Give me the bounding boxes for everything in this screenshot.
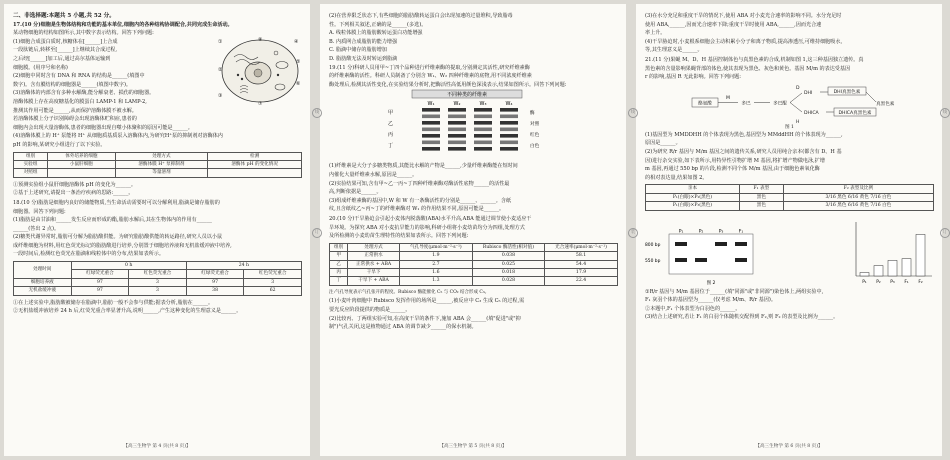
pathway-label: 多巴 bbox=[740, 101, 751, 107]
lane-label: P₂ bbox=[698, 229, 704, 235]
col-header: 红色荧光重合 bbox=[244, 270, 302, 278]
question-18-line: 一段时间后,检测红色荧光在脂滴和线粒体中的分布,结果如表所示。 bbox=[13, 251, 164, 258]
variety-label: 乙 bbox=[387, 121, 393, 128]
gel-band bbox=[474, 141, 492, 145]
binding-mark: 订 bbox=[940, 228, 950, 238]
binding-mark: 线 bbox=[628, 108, 638, 118]
table-cell: 1.3 bbox=[399, 277, 472, 285]
question-19-line: 纹,且含纸纹乙~丙~丁的纤维素酶对 W₁ 的作用结果不同,原因可能是______。 bbox=[329, 206, 505, 213]
table-header-cell: 处理方式 bbox=[115, 152, 208, 160]
question-17-line: pH 的影响,某研究小组进行了以下实验。 bbox=[13, 141, 106, 148]
table-cell: 0.038 bbox=[472, 252, 544, 260]
pathway-label: 多巴醌 bbox=[772, 101, 787, 107]
binding-mark: 订 bbox=[312, 228, 322, 238]
question-18-line: B. 内质网合成脂肪的能力增强 bbox=[329, 38, 398, 45]
gel-band bbox=[448, 134, 466, 138]
question-21-line: 黑色素的含量影响果蝇背部的体色,使其表现为黑色、灰色和黄色。基因 M/m 的表达受基因 bbox=[645, 65, 851, 72]
expression-bar-chart bbox=[844, 218, 934, 288]
question-17-line: 溶酶体膜上存在高度糖基化的膜蛋白 LAMP-1 和 LAMP-2, bbox=[13, 98, 147, 105]
gel-band bbox=[500, 115, 518, 119]
question-17-line: (1)细胞合成蛋白质时,核糖体在[______]上合成 bbox=[13, 38, 118, 45]
table-cell: P₁(白眼)×P₂(黑色) bbox=[646, 193, 740, 201]
question-20-line: 要光反应阶段提供的物质是______。 bbox=[329, 306, 411, 313]
table-row bbox=[646, 202, 934, 210]
question-19-line: 19.(11 分)科研人员用甲~丁四个品种进行纤维素酶的提取,分别测定其活性,研究纤维素酶 bbox=[329, 64, 530, 71]
table-cell: 0.025 bbox=[472, 260, 544, 268]
fluorescence-table bbox=[13, 261, 302, 296]
gel-band bbox=[675, 242, 687, 246]
question-17-line: 若溶酶体膜上分子识别障碍会出现溶酶体贮积症,患者的 bbox=[13, 116, 137, 123]
question-17-line: 细胞内会出现大量溶酶体,患者的细胞器出现自噬小体聚积的原因可能是______。 bbox=[13, 124, 193, 131]
binding-mark: 线 bbox=[312, 108, 322, 118]
table-cell: 实验组 bbox=[14, 160, 48, 168]
cross-table bbox=[645, 184, 934, 210]
question-21-line: (3)结合上述研究,若让 F₁ 的白羽个体随机交配得到 F₂,则 F₂ 的表型及比例为______。 bbox=[645, 314, 839, 321]
col-group-24h: 24 h bbox=[186, 262, 301, 270]
question-17-line: (4)溶酶体膜上的 H⁺ 泵能将 H⁺ 从细胞质基质泵入溶酶体内,为研究H⁺泵的抑制剂对溶酶体内 bbox=[13, 133, 223, 140]
table-header-cell: 组别 bbox=[14, 152, 48, 160]
question-21-tail bbox=[645, 288, 934, 322]
question-17-line: 某动物细胞的结构如图所示,其中数字表示结构。回答下列问题: bbox=[13, 30, 154, 37]
table-cell: 1.6 bbox=[399, 268, 472, 276]
animal-cell-diagram bbox=[218, 35, 302, 105]
question-21-line: 21.(11 分)果蝇 M、D、H 基因控制体色与真黑色素的合成,机制如图 1,这三种基因独立遗传。真 bbox=[645, 56, 864, 63]
table-cell: 乙 bbox=[330, 260, 348, 268]
gel-band bbox=[474, 128, 492, 132]
question-18-line: (1)脂肪是由甘油和______发生反应而形成的酯,脂肪水解后,其在生物体内的作用有______ bbox=[13, 217, 212, 224]
bar bbox=[916, 234, 925, 276]
table-cell: 3 bbox=[129, 287, 187, 295]
question-20-line: (3)在水分充足和重度干旱的情况下,使用 ABA 对小麦光合速率的影响不同。水分充足时 bbox=[645, 13, 842, 19]
question-21-line: F₁ 灰羽个体的基因型为______(仅考虑 M/m、R/r 基因)。 bbox=[645, 297, 776, 304]
question-21 bbox=[645, 56, 934, 82]
table-row bbox=[330, 260, 618, 268]
table-cell: 细胞培养液 bbox=[14, 278, 72, 286]
question-21-line: 原因是______。 bbox=[645, 140, 681, 147]
page-footer: 【高三生物学 第 5 页(共 8 页)】 bbox=[439, 444, 507, 449]
table-row bbox=[14, 287, 302, 295]
question-20-line: 20.(10 分)干旱胁迫会引起小麦体内脱落酸(ABA)水平升高,ABA 能通过调节使小麦适应干 bbox=[329, 215, 532, 222]
col-header: 红绿荧光重合 bbox=[71, 270, 129, 278]
table-cell: 甲 bbox=[330, 252, 348, 260]
bar-category-label: P₂ bbox=[876, 279, 881, 285]
table-cell: 黑色 bbox=[739, 193, 783, 201]
table-header-cell: 处理方式 bbox=[348, 243, 400, 251]
table-row bbox=[646, 193, 934, 201]
table-cell: 97 bbox=[186, 278, 244, 286]
structure-number-label: ① bbox=[218, 38, 223, 45]
question-19-line: 的纤维素酶的活性。科研人员制备了分别含 W₁、W₂ 四种纤维素的底物,用不同浓度纤维素 bbox=[329, 73, 532, 80]
gel-band bbox=[474, 134, 492, 138]
question-20-line: 等,其生理意义是______。 bbox=[645, 47, 703, 54]
table-cell: 97 bbox=[71, 287, 129, 295]
question-21-middle bbox=[645, 131, 934, 183]
question-19-line: 内催化大量纤维素水解,原因是______。 bbox=[329, 171, 418, 178]
question-20-line: 旱环境。为探究 ABA 对小麦抗旱能力的影响,科研小组将小麦幼苗均分为四组,处理方式 bbox=[329, 224, 525, 231]
table-cell: 1.9 bbox=[399, 252, 472, 260]
question-17-line: 17.(10 分)细胞是生物体结构和功能的基本单位,细胞内的各种结构协调配合,共同完成生命活动。 bbox=[13, 21, 233, 28]
table-cell: 22.4 bbox=[545, 277, 618, 285]
experiment-table-1 bbox=[13, 152, 302, 178]
table-cell: 干旱下 bbox=[348, 268, 400, 276]
gel-band bbox=[422, 147, 440, 151]
question-17-line: 细胞膜。(用序号和名称) bbox=[13, 64, 68, 71]
col-header: 红绿荧光重合 bbox=[186, 270, 244, 278]
section-title: 二、非选择题:本题共 5 小题,共 52 分。 bbox=[13, 13, 115, 19]
binding-mark: 装 bbox=[628, 228, 638, 238]
table-cell: 黑色 bbox=[739, 202, 783, 210]
gel-band bbox=[695, 258, 707, 262]
table-cell: 38 bbox=[186, 287, 244, 295]
legend-label: 白色 bbox=[529, 144, 539, 150]
substrate-label: W₃ bbox=[479, 101, 486, 108]
exam-page-6 bbox=[636, 4, 942, 456]
table-header-cell: 体外培养的细胞 bbox=[48, 152, 115, 160]
table-note: 注:气孔导度表示气孔张开的程度。Rubisco 酶能催化 C₅ 与 CO₂ 结合形成 C₃。 bbox=[329, 289, 490, 295]
table-cell: 0.018 bbox=[472, 268, 544, 276]
table-cell: 97 bbox=[71, 278, 129, 286]
question-21-line: ①R/r 基因与 M/m 基因位于______(填"同源"或"非同源")染色体上,两组实验中, bbox=[645, 288, 824, 295]
lane-label: F₁ bbox=[738, 229, 744, 235]
question-20-line: (2)比较丙、丁两组实验可知,在高度干旱的条件下,施加 ABA 会______(填"促进"或"抑 bbox=[329, 315, 521, 322]
table-cell: 丁 bbox=[330, 277, 348, 285]
question-18-line: ______(答出 2 点)。 bbox=[13, 225, 60, 232]
table-header-cell: 光合速率(μmol·m⁻²·s⁻¹) bbox=[545, 243, 618, 251]
table-cell: 62 bbox=[244, 287, 302, 295]
gel-band bbox=[500, 134, 518, 138]
question-19-line: 高,判断依据是______。 bbox=[329, 189, 382, 196]
question-20 bbox=[329, 215, 618, 241]
gel-band bbox=[474, 115, 492, 119]
figure-title: 不同种类的纤维素 bbox=[446, 92, 487, 99]
gel-band bbox=[448, 141, 466, 145]
bar-category-label: P₃ bbox=[890, 279, 895, 285]
question-20-line: 率上升。 bbox=[645, 30, 666, 37]
question-19-line: (2)实验结果可知,含有甲~乙一丙~丁四种纤维素酶对酶活性底物______的活性最 bbox=[329, 180, 510, 187]
gel-band bbox=[422, 121, 440, 125]
gel-band bbox=[500, 147, 518, 151]
table-cell: 3 bbox=[244, 278, 302, 286]
question-18-line: C. 脂滴中储存的脂肪增加 bbox=[329, 47, 387, 54]
question-17-line: 数字)。含有膜结构的细胞器是______(填图中数字)。 bbox=[13, 81, 132, 88]
table-row bbox=[14, 169, 302, 177]
question-18-line: 成纤维细胞为材料,用红色荧光标记的脂肪酸进行培养,分别置于细胞培养液和无机盐缓冲液中培养, bbox=[13, 242, 232, 249]
pathway-label: DHI bbox=[803, 90, 812, 96]
table-cell: 54.4 bbox=[545, 260, 618, 268]
gel-band bbox=[448, 147, 466, 151]
bar-category-label: F₁ bbox=[904, 279, 909, 285]
question-18-line: (2)糖类代谢异常时,脂肪可分解为脂肪酸供能。为研究脂肪酸供能的转运路径,研究人员以小鼠 bbox=[13, 234, 223, 241]
page-footer: 【高三生物学 第 6 页(共 8 页)】 bbox=[755, 444, 823, 449]
table-cell: 正常供水 + ABA bbox=[348, 260, 400, 268]
table-cell: 3/16 黑色 6/16 黄色 7/16 白色 bbox=[783, 193, 933, 201]
table-cell bbox=[208, 169, 302, 177]
table-cell: 丙 bbox=[330, 268, 348, 276]
question-20-line: 使用 ABA,______,因而光合速率下降;重度干旱时使用 ABA,______,因而光合速 bbox=[645, 21, 822, 28]
question-21-line: 的相对表达量,结果如图 2。 bbox=[645, 174, 708, 181]
pathway-label: DHI真黑色素 bbox=[833, 89, 860, 95]
gel-band bbox=[422, 128, 440, 132]
question-21-line: 因)进行杂交实验,如下表所示,用特异性引物扩增 M 基因,将扩增产物做电泳,扩增 bbox=[645, 157, 825, 164]
question-21-line: r 的影响,基因 R 无此影响。回答下列问题: bbox=[645, 74, 741, 81]
table-row bbox=[330, 277, 618, 285]
table-cell: 3/16 黑色 6/16 黄色 7/16 白色 bbox=[783, 202, 933, 210]
question-17-line: ②基于上述研究,请提出一条治疗疾病的思路:______。 bbox=[13, 190, 134, 197]
gel-band bbox=[422, 141, 440, 145]
table-header-cell: 气孔导度(μmol·m⁻²·s⁻¹) bbox=[399, 243, 472, 251]
question-17-line: 之后经[______]加工后,通过高尔基体运输到 bbox=[13, 55, 111, 62]
question-18-line: (2)在营养限乏状态下,有些细胞的脂肪酸转运蛋白会出现加速的过量堆积,导致脂毒 bbox=[329, 13, 513, 19]
question-17-tail bbox=[13, 181, 302, 198]
table-header-cell: 亲本 bbox=[646, 185, 740, 193]
structure-number-label: ⑧ bbox=[258, 36, 263, 43]
pathway-label: D bbox=[795, 85, 800, 91]
gel-band bbox=[448, 121, 466, 125]
gel-band bbox=[500, 121, 518, 125]
gel-band bbox=[448, 115, 466, 119]
table-cell: 溶酶体膜 H⁺ 泵抑制剂 bbox=[115, 160, 208, 168]
table-cell: P₁(白眼)×P₃(黑色) bbox=[646, 202, 740, 210]
question-18-line: 细胞器。回答下列问题: bbox=[13, 208, 66, 215]
bar bbox=[902, 258, 911, 275]
legend-label: 红色 bbox=[529, 133, 539, 139]
question-21-line: (1)基因型为 MMDDHH 的个体表现为黑色,基因型为 MMddHH 的个体表现为______, bbox=[645, 131, 843, 138]
structure-number-label: ② bbox=[218, 66, 223, 73]
question-18-line: ②无机盐缓冲液培养 24 h 后,红荧光重合率显著升高,说明______,产生这种变化的生理意义是______。 bbox=[13, 308, 242, 315]
question-17-line: ①预测实验组小鼠肝细胞溶酶体 pH 的变化为______。 bbox=[13, 181, 137, 188]
substrate-label: W₁ bbox=[427, 101, 434, 108]
question-18-line: ①在上述实验中,脂肪酸被储存在脂滴中,脂肪一般不会参与供能;据表分析,脂肪在______。 bbox=[13, 299, 214, 306]
structure-number-label: ⑤ bbox=[296, 58, 301, 65]
bar bbox=[874, 265, 883, 275]
question-21-line: ②本题中,F₁ 个体表型为白羽色的______。 bbox=[645, 305, 741, 312]
gel-band bbox=[715, 242, 727, 246]
lane-label: P₃ bbox=[718, 229, 724, 235]
table-header-cell: F₂ 表型及比例 bbox=[783, 185, 933, 193]
gel-band bbox=[500, 108, 518, 112]
pathway-label: DHICA bbox=[803, 110, 819, 116]
gel-band bbox=[422, 115, 440, 119]
gel-band bbox=[448, 128, 466, 132]
structure-number-label: ⑦ bbox=[258, 100, 263, 107]
gel-band bbox=[500, 128, 518, 132]
table-row bbox=[330, 252, 618, 260]
question-18-tail bbox=[13, 299, 302, 316]
table-header-cell: Rubisco 酶活性(相对值) bbox=[472, 243, 544, 251]
bp-label: 550 bp bbox=[645, 258, 661, 264]
question-19-tail bbox=[329, 162, 618, 214]
question-18-line: 性。下列相关叙述,正确的是______(多选)。 bbox=[329, 21, 427, 28]
gel-band bbox=[422, 134, 440, 138]
gel-band bbox=[448, 108, 466, 112]
gel-band bbox=[735, 258, 747, 262]
melanin-pathway-figure bbox=[690, 83, 894, 125]
question-21-line: m 基因,再通过 550 bp 的片段,检测不同个体 M/m 基因,由于细胞色素氧化酶 bbox=[645, 166, 820, 173]
electrophoresis-gel bbox=[645, 228, 755, 288]
question-17-line: (3)溶酶体的内部含有多种水解酶,能分解衰老、损伤的细胞器。 bbox=[13, 90, 155, 97]
table-cell: 17.9 bbox=[545, 268, 618, 276]
col-group-0h: 0 h bbox=[71, 262, 186, 270]
exam-page-4 bbox=[4, 4, 310, 456]
question-17-line: (2)细胞中同时含有 DNA 和 RNA 的结构是______(填图中 bbox=[13, 73, 145, 80]
table-cell: 0.028 bbox=[472, 277, 544, 285]
legend-label: 对照 bbox=[529, 122, 539, 128]
table-cell: 58.1 bbox=[545, 252, 618, 260]
q18-continued bbox=[329, 12, 618, 64]
table-header-cell: 组别 bbox=[330, 243, 348, 251]
question-20-line: (1)小麦叶肉细胞中 Rubisco 发挥作用的场所是______,被反应中 C₃ 生成 C₅ 的过程,需 bbox=[329, 298, 525, 305]
table-cell: 干旱下 + ABA bbox=[348, 277, 400, 285]
question-19-line: 酶处理后,检测其活性变化,在实验结果分析时,把酶活性高低用颜色深浅表示,结果如图所示。回答下列问题: bbox=[329, 81, 567, 88]
bar-category-label: P₁ bbox=[862, 279, 867, 285]
binding-mark: 线 bbox=[940, 108, 950, 118]
gel-band bbox=[422, 108, 440, 112]
question-20-line: 制")气孔关闭,这是植物通过 ABA 的调节减少______的保水机制。 bbox=[329, 324, 477, 331]
enzyme-activity-figure bbox=[374, 90, 574, 160]
bar bbox=[860, 272, 869, 275]
variety-label: 丙 bbox=[387, 132, 393, 139]
table-row bbox=[14, 278, 302, 286]
gel-band bbox=[735, 242, 747, 246]
question-20-line: (4)干旱胁迫时,小麦根系细胞会主动积累小分子和离子物质,提高渗透压,可维持细胞吸水, bbox=[645, 38, 843, 45]
question-18 bbox=[13, 199, 302, 259]
table-cell: 2.7 bbox=[399, 260, 472, 268]
table-cell: 无机盐缓冲液 bbox=[14, 287, 72, 295]
question-19-line: (1)纤维素是大分子多糖类物质,其能比水解的产物是______,少量纤维素酶能在短时间 bbox=[329, 163, 518, 170]
exam-page-5 bbox=[320, 4, 626, 456]
q20-continued bbox=[645, 12, 934, 55]
table-cell: 溶酶体 pH 的变化情况 bbox=[208, 160, 302, 168]
table-row bbox=[330, 268, 618, 276]
question-17-line: 一段肽链后,转移至[______]上继续其合成过程, bbox=[13, 47, 117, 54]
structure-number-label: ④ bbox=[294, 38, 299, 45]
structure-number-label: ③ bbox=[218, 92, 223, 99]
table-cell: 等量溶剂 bbox=[115, 169, 208, 177]
lane-label: P₁ bbox=[678, 229, 684, 235]
variety-label: 甲 bbox=[387, 110, 393, 117]
legend-label: 酶 bbox=[529, 111, 535, 117]
table-row bbox=[14, 160, 302, 168]
table-header-cell: 检测 bbox=[208, 152, 302, 160]
pathway-label: DHICA真黑色素 bbox=[837, 110, 872, 116]
question-17-line: 推测其作用可能是______,从而保护溶酶体膜不被水解。 bbox=[13, 107, 137, 114]
table-header-cell: F₁ 表型 bbox=[739, 185, 783, 193]
table-cell: 小鼠肝细胞 bbox=[48, 160, 115, 168]
table-cell: 正常供水 bbox=[348, 252, 400, 260]
table-corner: 处理时间 bbox=[14, 262, 72, 279]
figure-caption: 图 1 bbox=[785, 124, 794, 130]
question-18-line: 18.(10 分)脂肪是细胞内良好的储能物质,当生命活动需要时可以分解利用,脂滴是储存脂肪的 bbox=[13, 199, 220, 206]
gel-band bbox=[474, 108, 492, 112]
table-cell: 3 bbox=[129, 278, 187, 286]
question-18-line: A. 线粒体膜上的脂肪酸转运蛋白功能增强 bbox=[329, 30, 423, 37]
substrate-label: W₂ bbox=[453, 101, 460, 108]
structure-number-label: ⑥ bbox=[296, 80, 301, 87]
table-cell bbox=[48, 169, 115, 177]
pathway-label: H bbox=[795, 119, 799, 125]
aba-table bbox=[329, 243, 618, 286]
gel-band bbox=[675, 258, 687, 262]
bar-category-label: F₂ bbox=[918, 279, 923, 285]
pathway-label: 酪氨酸 bbox=[697, 101, 712, 107]
bar bbox=[888, 260, 897, 276]
gel-band bbox=[474, 121, 492, 125]
col-header: 红色荧光重合 bbox=[129, 270, 187, 278]
pathway-label: M bbox=[725, 95, 730, 101]
table-cell: 对照组 bbox=[14, 169, 48, 177]
gel-band bbox=[500, 141, 518, 145]
question-20-line: 及所检测的小麦幼苗生理特性的结果如表所示。回答下列问题: bbox=[329, 233, 469, 240]
question-19 bbox=[329, 64, 618, 90]
bp-label: 800 bp bbox=[645, 242, 661, 248]
question-21-line: (2)为研究 R/r 基因与 M/m 基因之间的遗传关系,研究人员用纯合亲本(都含有 D、H 基 bbox=[645, 148, 842, 155]
pathway-label: 真黑色素 bbox=[875, 101, 894, 107]
question-20-tail bbox=[329, 297, 618, 331]
gel-band bbox=[474, 147, 492, 151]
substrate-label: W₄ bbox=[505, 101, 512, 108]
question-19-line: (3)组成纤维素酶的基因中,W 和 W 有一条酶活性的分别是______、______。含纸 bbox=[329, 197, 512, 204]
page-footer: 【高三生物学 第 4 页(共 8 页)】 bbox=[123, 444, 191, 449]
question-18-line: D. 脂肪酸无法及时转运到脂滴 bbox=[329, 55, 398, 62]
variety-label: 丁 bbox=[387, 143, 393, 150]
figure-caption: 图 2 bbox=[706, 280, 716, 286]
